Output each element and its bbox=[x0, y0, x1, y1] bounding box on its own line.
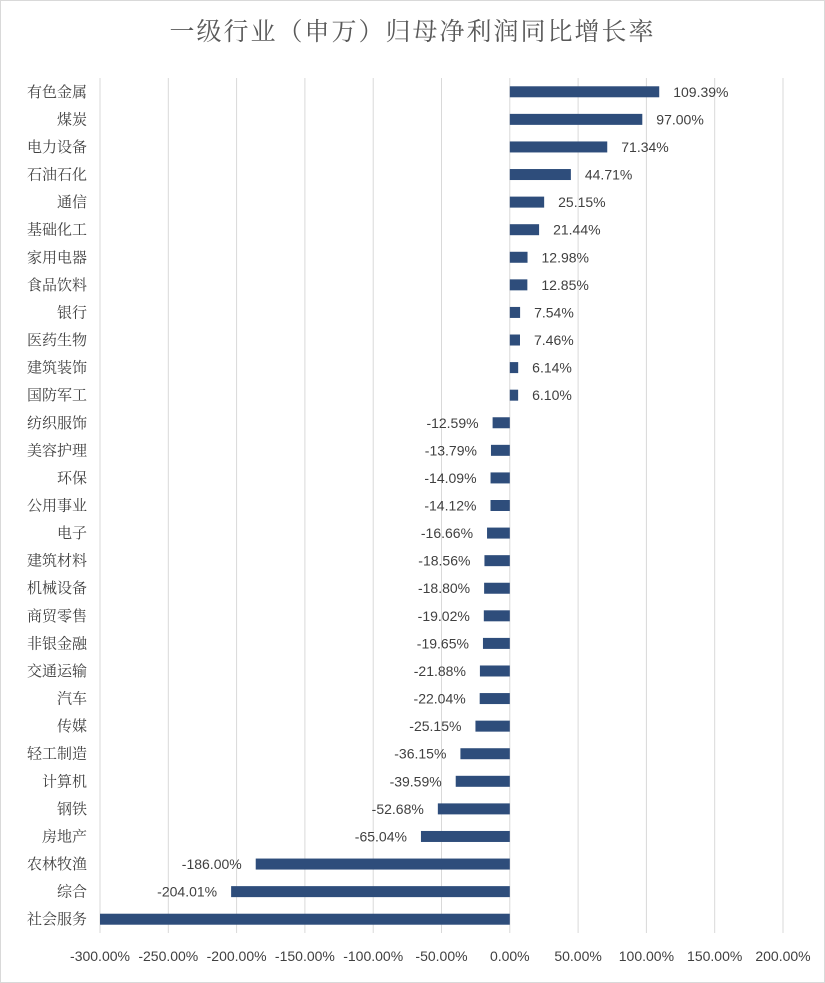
category-label: 石油石化 bbox=[26, 165, 87, 184]
bar bbox=[491, 472, 510, 483]
data-label: -65.04% bbox=[354, 828, 407, 845]
category-label: 传媒 bbox=[56, 717, 87, 736]
category-label: 电力设备 bbox=[26, 137, 87, 156]
data-label: 6.14% bbox=[532, 359, 572, 376]
bar bbox=[484, 555, 509, 566]
data-label: 109.39% bbox=[673, 83, 729, 100]
data-label: -19.65% bbox=[416, 635, 469, 652]
data-label: -14.09% bbox=[424, 469, 477, 486]
data-label: 6.10% bbox=[532, 387, 572, 404]
data-label: -18.56% bbox=[418, 552, 471, 569]
bar bbox=[480, 665, 510, 676]
category-label: 汽车 bbox=[56, 689, 87, 708]
chart-title: 一级行业（申万）归母净利润同比增长率 bbox=[169, 17, 656, 46]
bar bbox=[421, 831, 510, 842]
data-label: -13.79% bbox=[424, 442, 477, 459]
category-label: 银行 bbox=[56, 303, 87, 322]
category-label: 综合 bbox=[56, 882, 87, 901]
data-label: 12.98% bbox=[541, 249, 590, 266]
category-label: 公用事业 bbox=[26, 496, 87, 515]
bar bbox=[483, 638, 510, 649]
x-tick-label: 0.00% bbox=[489, 948, 530, 964]
category-label: 房地产 bbox=[41, 827, 87, 846]
category-label: 基础化工 bbox=[26, 220, 87, 239]
bar bbox=[487, 528, 510, 539]
category-label: 建筑装饰 bbox=[26, 358, 87, 377]
category-label: 食品饮料 bbox=[26, 275, 87, 294]
bar bbox=[231, 886, 510, 897]
data-label: 44.71% bbox=[584, 166, 633, 183]
x-tick-label: -250.00% bbox=[138, 948, 199, 964]
category-label: 商贸零售 bbox=[26, 606, 87, 625]
bar bbox=[510, 86, 659, 97]
category-label: 医药生物 bbox=[26, 331, 87, 350]
category-label: 交通运输 bbox=[26, 661, 87, 680]
data-label: -22.04% bbox=[413, 690, 466, 707]
bar bbox=[510, 141, 607, 152]
x-tick-label: -200.00% bbox=[206, 948, 267, 964]
x-tick-label: 100.00% bbox=[618, 948, 675, 964]
category-label: 社会服务 bbox=[26, 910, 87, 929]
data-label: 97.00% bbox=[656, 111, 704, 128]
x-tick-label: 50.00% bbox=[554, 948, 602, 964]
data-label: -19.02% bbox=[417, 607, 470, 624]
category-label: 轻工制造 bbox=[26, 744, 87, 763]
x-tick-label: -150.00% bbox=[274, 948, 335, 964]
data-label: 7.54% bbox=[534, 304, 574, 321]
category-label: 纺织服饰 bbox=[26, 413, 87, 432]
data-label: -52.68% bbox=[371, 800, 424, 817]
data-label: 12.85% bbox=[541, 276, 589, 293]
bar bbox=[510, 279, 528, 290]
category-label: 建筑材料 bbox=[26, 551, 87, 570]
data-label: 25.15% bbox=[558, 194, 606, 211]
data-label: 71.34% bbox=[621, 138, 669, 155]
bar bbox=[493, 417, 510, 428]
bar bbox=[510, 390, 518, 401]
category-label: 通信 bbox=[56, 193, 87, 212]
bar bbox=[491, 445, 510, 456]
data-label: 21.44% bbox=[553, 221, 601, 238]
bar bbox=[484, 610, 510, 621]
category-label: 美容护理 bbox=[26, 441, 87, 460]
bar bbox=[510, 307, 520, 318]
data-label: -36.15% bbox=[394, 745, 447, 762]
bar bbox=[460, 748, 509, 759]
data-label: -12.59% bbox=[426, 414, 479, 431]
bar bbox=[510, 197, 544, 208]
data-label: -18.80% bbox=[417, 580, 471, 597]
data-label: -25.15% bbox=[409, 718, 462, 735]
category-label: 钢铁 bbox=[56, 799, 87, 818]
category-label: 环保 bbox=[56, 468, 87, 487]
x-tick-label: -50.00% bbox=[415, 948, 468, 964]
data-label: -186.00% bbox=[181, 856, 242, 873]
category-label: 国防军工 bbox=[26, 386, 87, 405]
data-label: -14.12% bbox=[424, 497, 477, 514]
category-label: 机械设备 bbox=[26, 579, 87, 598]
x-tick-label: -100.00% bbox=[343, 948, 404, 964]
bar bbox=[100, 914, 510, 925]
x-tick-label: 200.00% bbox=[755, 948, 811, 964]
data-label: -21.88% bbox=[413, 662, 466, 679]
category-label: 煤炭 bbox=[56, 110, 87, 129]
x-tick-label: -300.00% bbox=[70, 948, 130, 964]
category-label: 家用电器 bbox=[26, 248, 87, 267]
bar bbox=[480, 693, 510, 704]
data-label: 7.46% bbox=[533, 332, 574, 349]
bar bbox=[438, 803, 510, 814]
bar bbox=[475, 721, 509, 732]
bar bbox=[484, 583, 510, 594]
bar bbox=[510, 114, 643, 125]
data-label: -204.01% bbox=[157, 883, 218, 900]
category-label: 农林牧渔 bbox=[26, 855, 87, 874]
category-label: 非银金融 bbox=[26, 634, 87, 653]
bar bbox=[510, 224, 539, 235]
bar bbox=[510, 252, 528, 263]
data-label: -39.59% bbox=[389, 773, 442, 790]
bar bbox=[510, 335, 520, 346]
category-label: 有色金属 bbox=[26, 82, 87, 101]
bar bbox=[456, 776, 510, 787]
x-tick-label: 150.00% bbox=[687, 948, 743, 964]
bar bbox=[491, 500, 510, 511]
bar bbox=[256, 859, 510, 870]
bar bbox=[510, 362, 518, 373]
data-label: -16.66% bbox=[420, 525, 474, 542]
category-label: 电子 bbox=[56, 524, 87, 543]
category-label: 计算机 bbox=[41, 772, 87, 791]
bar bbox=[510, 169, 571, 180]
